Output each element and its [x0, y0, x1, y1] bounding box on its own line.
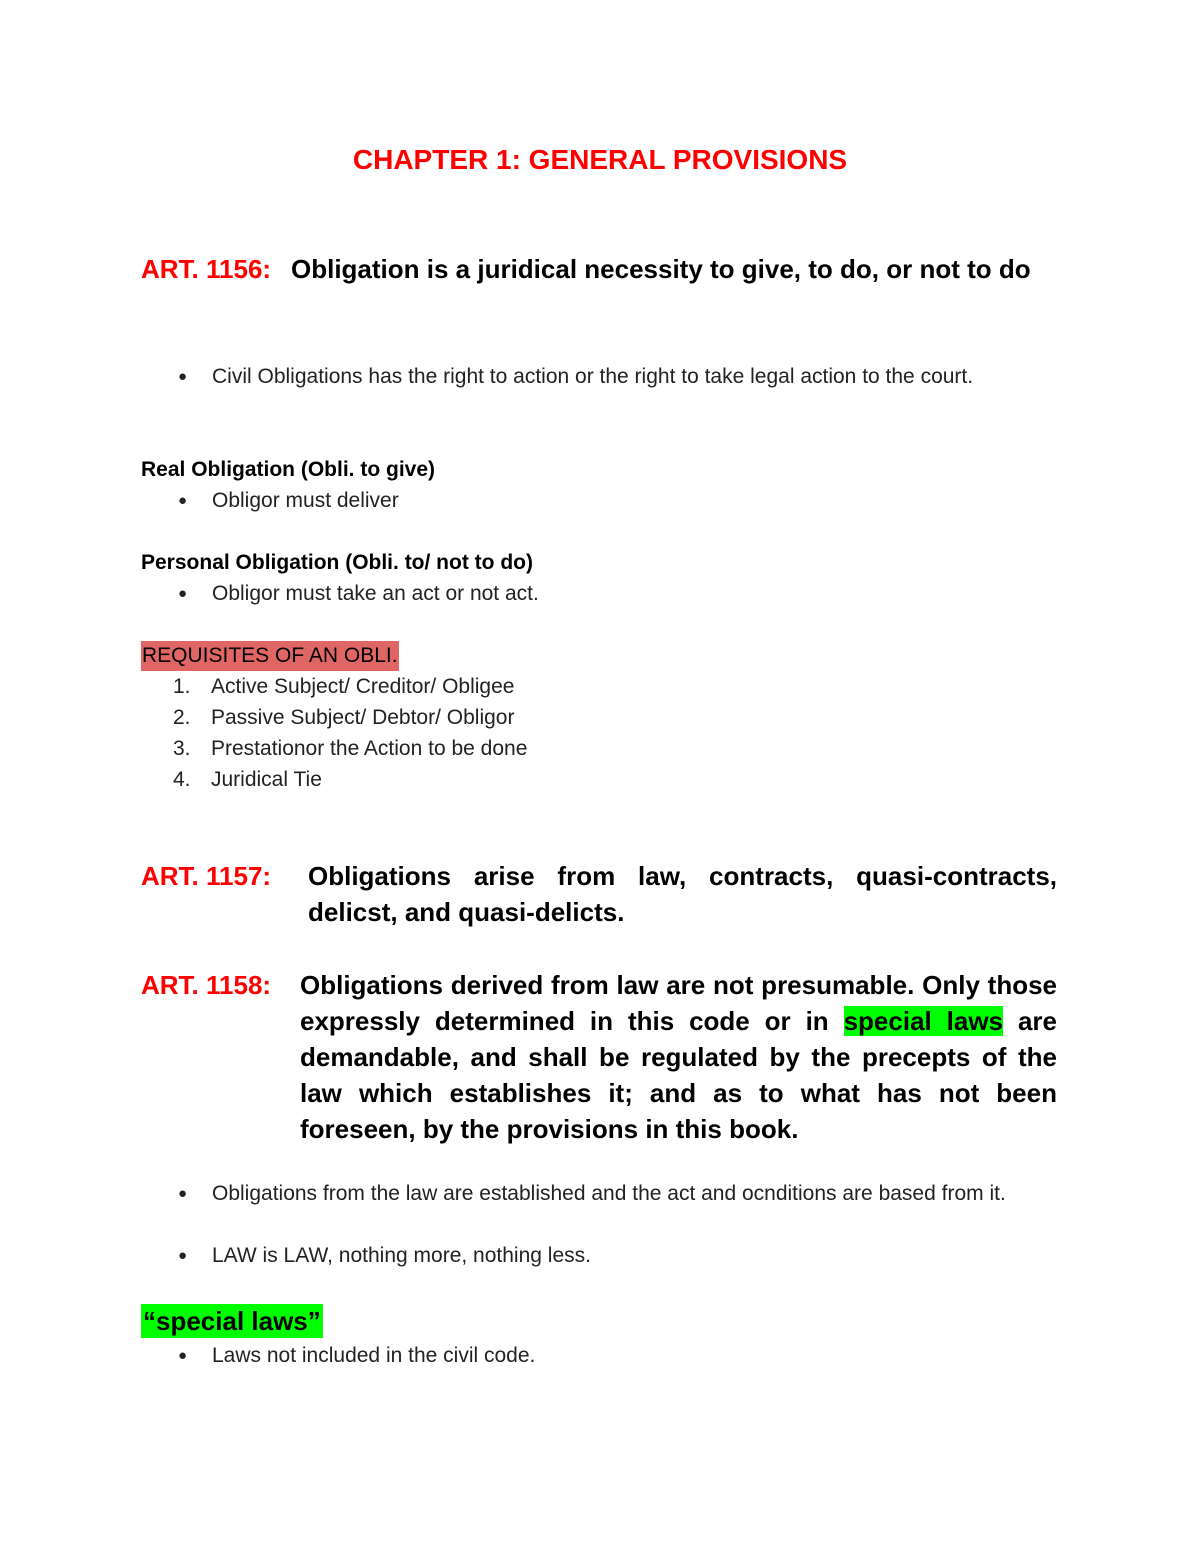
list-item	[178, 485, 1058, 516]
bullet-text: Laws not included in the civil code.	[212, 1344, 536, 1367]
bullet-text: Civil Obligations has the right to action or the right to take legal action to the court.	[212, 365, 974, 388]
article-number: ART. 1156:	[141, 254, 272, 284]
article-number: ART. 1158:	[141, 970, 272, 1000]
list-item	[173, 702, 527, 733]
list-item	[178, 1340, 1058, 1371]
article-number: ART. 1157:	[141, 861, 272, 891]
bullet-text: LAW is LAW, nothing more, nothing less.	[212, 1244, 591, 1267]
bullet-icon: ●	[178, 492, 188, 509]
list-item	[178, 578, 1058, 609]
article-1158	[141, 967, 1057, 1147]
real-obligation-heading: Real Obligation (Obli. to give)	[141, 458, 436, 481]
bullet-text: Obligor must take an act or not act.	[212, 582, 539, 605]
item-text: Active Subject/ Creditor/ Obligee	[211, 675, 515, 698]
article-1157	[141, 858, 1057, 930]
item-text: Juridical Tie	[211, 768, 322, 791]
bullet-text: Obligations from the law are established and the act and ocnditions are based from it.	[212, 1182, 1006, 1205]
list-item	[178, 1178, 1058, 1209]
bullet-icon: ●	[178, 585, 188, 602]
list-item	[173, 764, 527, 795]
bullet-icon: ●	[178, 1185, 188, 1202]
article-text: Obligation is a juridical necessity to give, to do, or not to do	[291, 254, 1031, 284]
bullet-icon: ●	[178, 1247, 188, 1264]
requisites-list	[173, 671, 527, 795]
item-number: 1.	[173, 675, 191, 698]
chapter-title: CHAPTER 1: GENERAL PROVISIONS	[352, 144, 848, 175]
list-item	[173, 733, 527, 764]
list-item	[173, 671, 527, 702]
personal-obligation-heading: Personal Obligation (Obli. to/ not to do)	[141, 551, 533, 574]
list-item	[178, 361, 1058, 392]
item-text: Prestationor the Action to be done	[211, 737, 528, 760]
article-text	[300, 967, 1057, 1147]
bullet-icon: ●	[178, 368, 188, 385]
article-text-part: Obligations derived from law are not presumable. Only those expressly determined in this code or in	[300, 970, 1057, 1036]
item-text: Passive Subject/ Debtor/ Obligor	[211, 706, 515, 729]
special-laws-heading: “special laws”	[143, 1306, 321, 1336]
item-number: 4.	[173, 768, 191, 791]
bullet-text: Obligor must deliver	[212, 489, 399, 512]
requisites-heading: REQUISITES OF AN OBLI.	[141, 641, 399, 671]
article-1156	[141, 251, 1057, 287]
item-number: 2.	[173, 706, 191, 729]
highlighted-term: special laws	[843, 1006, 1004, 1036]
item-number: 3.	[173, 737, 191, 760]
article-text: Obligations arise from law, contracts, quasi-contracts, delicst, and quasi-delicts.	[308, 861, 1057, 927]
list-item	[178, 1240, 1058, 1271]
article-text-part: are demandable, and shall be regulated by the precepts of the law which establishes it; and as to what has not been foreseen, by the provisions in this book.	[300, 1006, 1057, 1144]
bullet-icon: ●	[178, 1347, 188, 1364]
